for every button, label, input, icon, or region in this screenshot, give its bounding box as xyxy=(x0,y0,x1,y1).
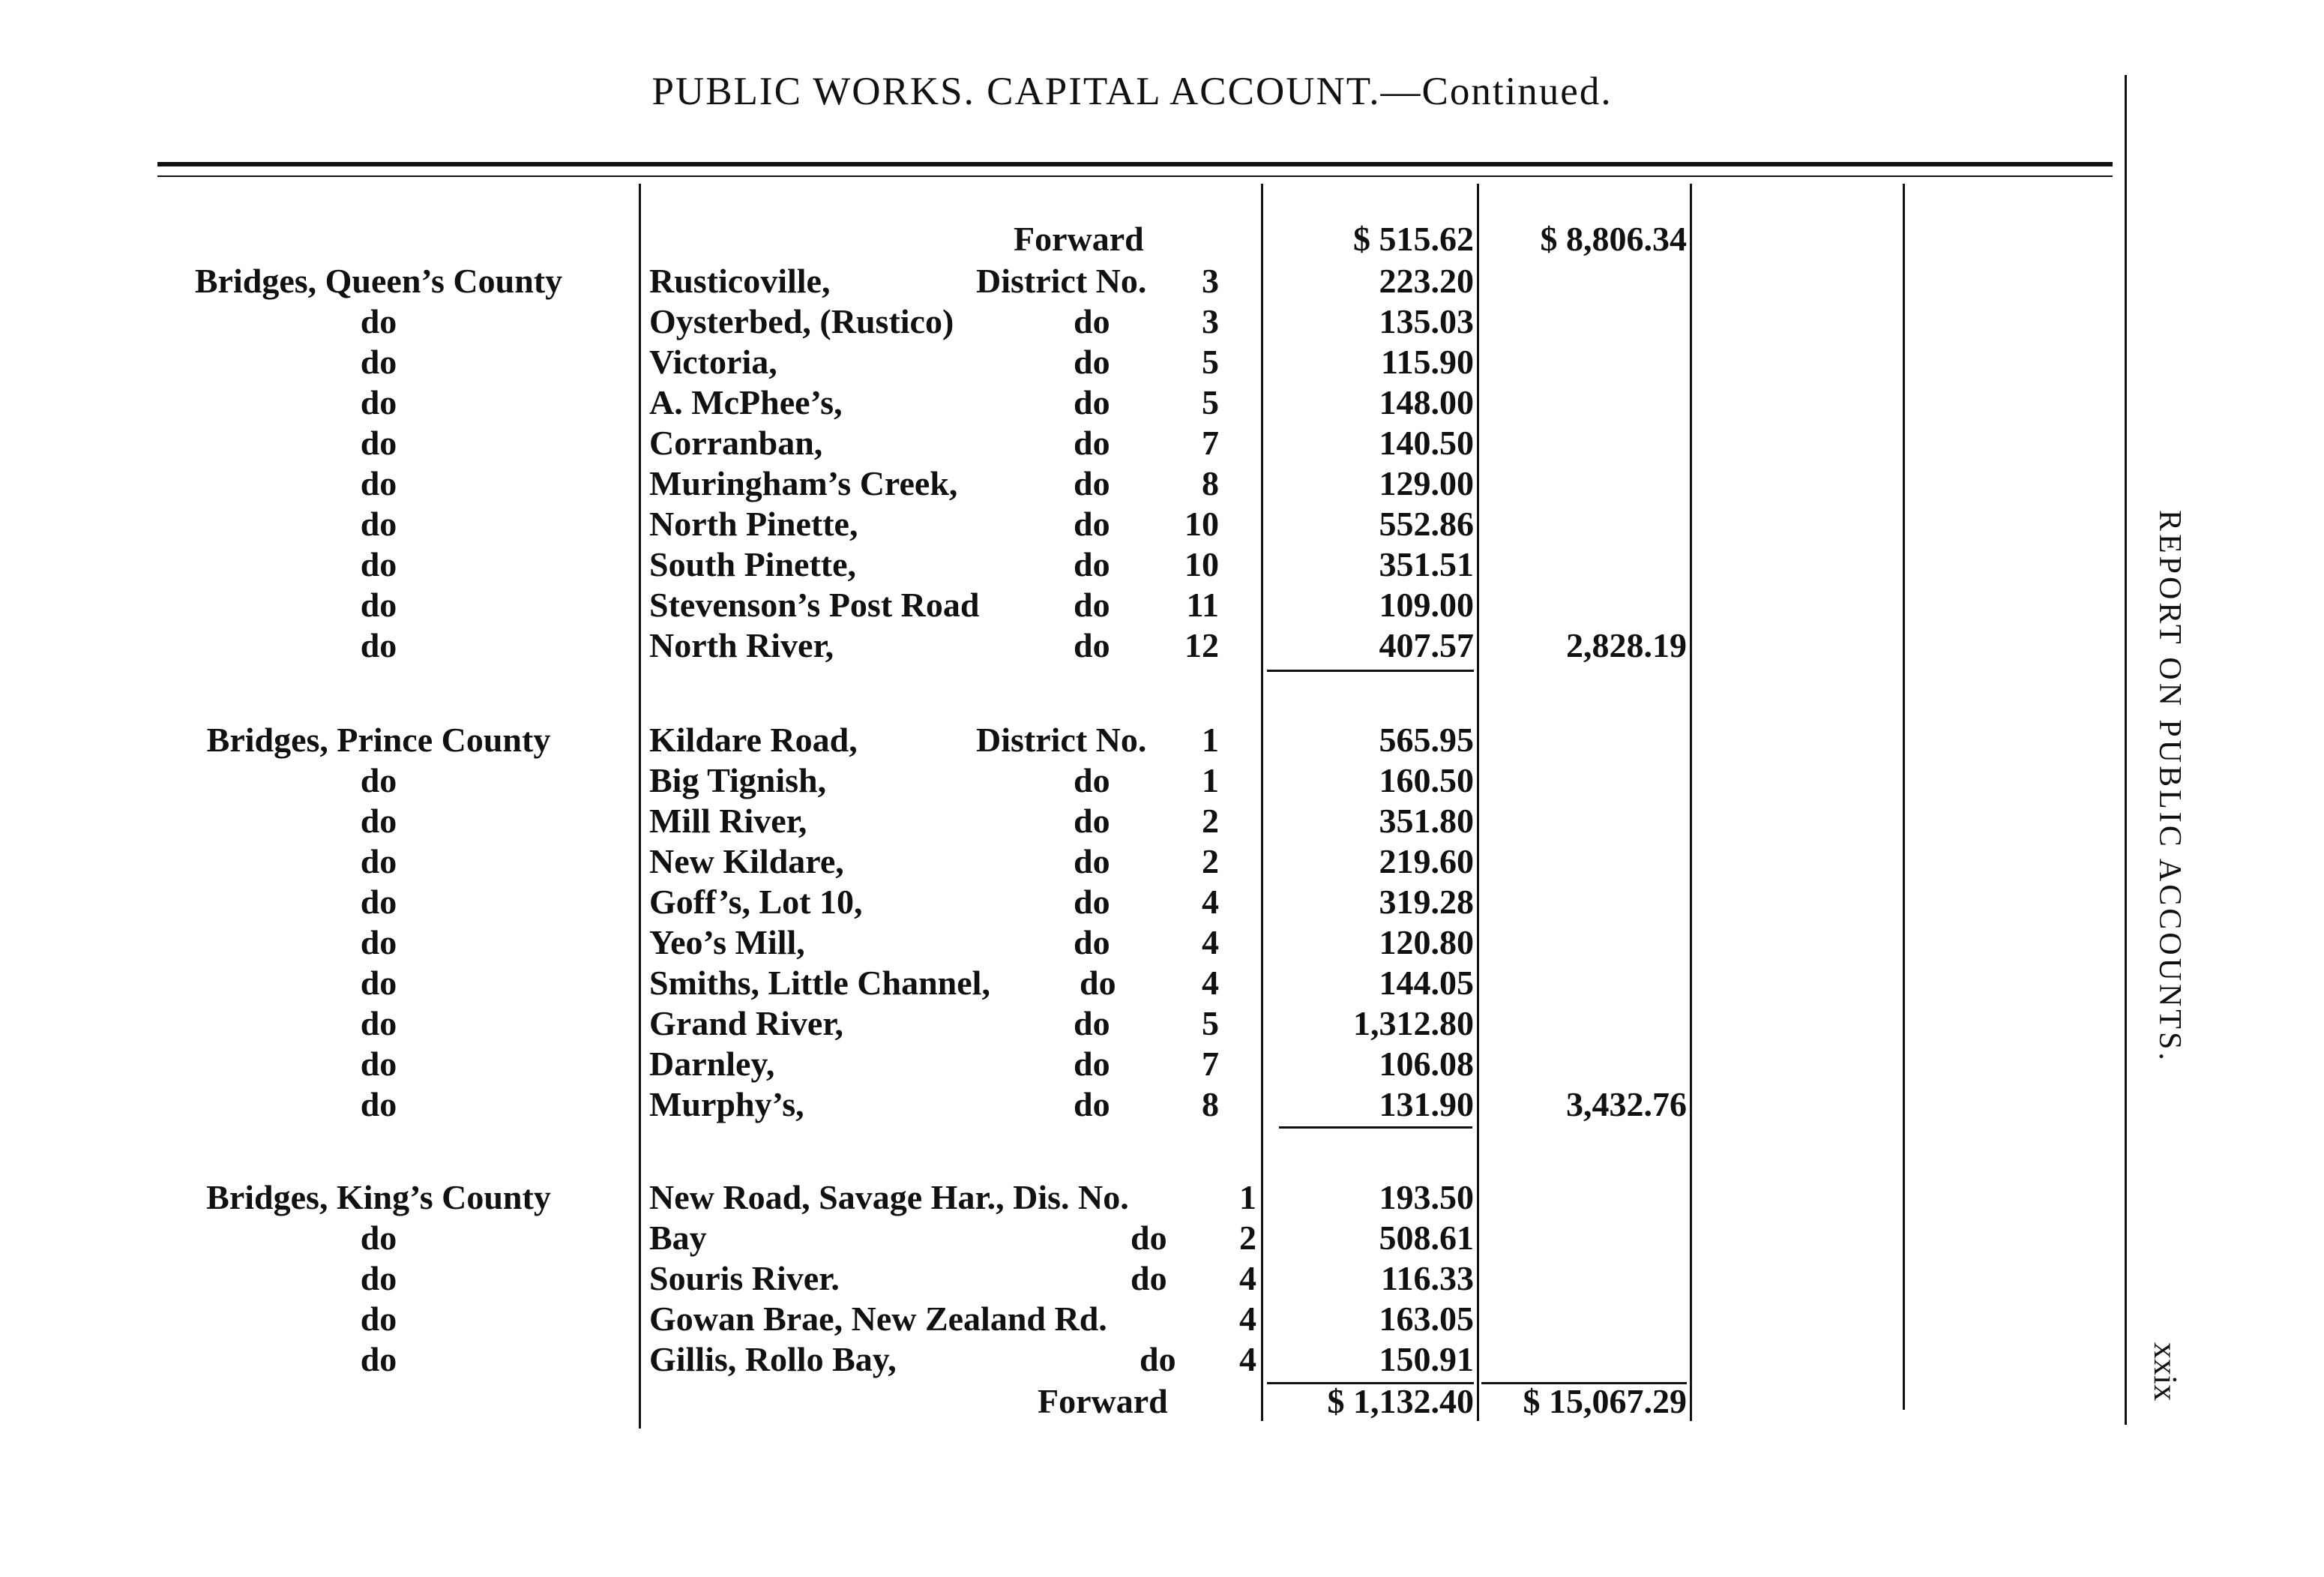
place-cell: Darnley, xyxy=(649,1045,775,1083)
district-number-cell: 8 xyxy=(1202,464,1219,502)
amount-cell: 140.50 xyxy=(1379,424,1474,462)
county-cell: do xyxy=(360,1259,397,1297)
district-cell: do xyxy=(1074,761,1110,799)
county-cell: do xyxy=(360,586,397,624)
county-cell: do xyxy=(360,802,397,840)
district-number-cell: 10 xyxy=(1184,505,1219,543)
county-cell: Bridges, King’s County xyxy=(206,1178,551,1216)
forward-top-total: $ 8,806.34 xyxy=(1540,220,1687,258)
amount-cell: 148.00 xyxy=(1379,383,1474,421)
district-number-cell: 4 xyxy=(1202,923,1219,961)
amount-cell: 351.80 xyxy=(1379,802,1474,840)
amount-cell: 565.95 xyxy=(1379,721,1474,759)
title-rule-thin xyxy=(157,175,2113,177)
place-cell: North Pinette, xyxy=(649,505,858,543)
column-line-extra-2 xyxy=(1903,184,1905,1410)
place-cell: Gowan Brae, New Zealand Rd. xyxy=(649,1300,1107,1338)
place-cell: Muringham’s Creek, xyxy=(649,464,958,502)
district-number-cell: 2 xyxy=(1239,1219,1256,1257)
amount-cell: 120.80 xyxy=(1379,923,1474,961)
place-cell: A. McPhee’s, xyxy=(649,383,843,421)
place-cell: Gillis, Rollo Bay, xyxy=(649,1340,897,1378)
county-cell: Bridges, Queen’s County xyxy=(194,262,563,300)
district-number-cell: 2 xyxy=(1202,802,1219,840)
district-number-cell: 11 xyxy=(1186,586,1219,624)
place-cell: Murphy’s, xyxy=(649,1085,804,1123)
county-cell: do xyxy=(360,1085,397,1123)
place-cell: New Kildare, xyxy=(649,842,844,880)
district-number-cell: 1 xyxy=(1202,721,1219,759)
county-cell: do xyxy=(360,964,397,1002)
district-cell: District No. xyxy=(976,262,1147,300)
district-cell: do xyxy=(1074,1045,1110,1083)
district-number-cell: 2 xyxy=(1202,842,1219,880)
district-number-cell: 5 xyxy=(1202,383,1219,421)
amount-cell: 144.05 xyxy=(1379,964,1474,1002)
county-cell: do xyxy=(360,1300,397,1338)
county-cell: do xyxy=(360,626,397,664)
place-cell: Bay xyxy=(649,1219,707,1257)
district-number-cell: 1 xyxy=(1202,761,1219,799)
district-number-cell: 4 xyxy=(1239,1340,1256,1378)
place-cell: North River, xyxy=(649,626,834,664)
column-line-total xyxy=(1477,184,1479,1421)
amount-cell: 508.61 xyxy=(1379,1219,1474,1257)
county-cell: do xyxy=(360,923,397,961)
district-number-cell: 5 xyxy=(1202,343,1219,381)
place-cell: Rusticoville, xyxy=(649,262,831,300)
subtotal-cell: 3,432.76 xyxy=(1566,1085,1687,1123)
district-number-cell: 3 xyxy=(1202,262,1219,300)
column-line-amount xyxy=(1261,184,1263,1421)
amount-cell: 351.51 xyxy=(1379,545,1474,583)
place-cell: Kildare Road, xyxy=(649,721,858,759)
county-cell: do xyxy=(360,343,397,381)
county-cell: do xyxy=(360,883,397,921)
county-cell: do xyxy=(360,464,397,502)
district-number-cell: 7 xyxy=(1202,424,1219,462)
district-cell: do xyxy=(1074,383,1110,421)
district-number-cell: 5 xyxy=(1202,1004,1219,1042)
amount-cell: 223.20 xyxy=(1379,262,1474,300)
place-cell: Oysterbed, (Rustico) xyxy=(649,302,954,340)
district-number-cell: 3 xyxy=(1202,302,1219,340)
district-number-cell: 7 xyxy=(1202,1045,1219,1083)
amount-cell: 1,312.80 xyxy=(1353,1004,1474,1042)
district-cell: do xyxy=(1131,1219,1167,1257)
amount-cell: 193.50 xyxy=(1379,1178,1474,1216)
title-rule-thick xyxy=(157,162,2113,166)
district-number-cell: 1 xyxy=(1239,1178,1256,1216)
county-cell: do xyxy=(360,1340,397,1378)
district-cell: do xyxy=(1074,545,1110,583)
district-cell: do xyxy=(1074,586,1110,624)
place-cell: Yeo’s Mill, xyxy=(649,923,805,961)
column-line-place xyxy=(639,184,641,1429)
district-cell: do xyxy=(1074,842,1110,880)
subtotal-rule-1 xyxy=(1267,670,1474,672)
district-cell: do xyxy=(1074,343,1110,381)
place-cell: Souris River. xyxy=(649,1259,840,1297)
forward-bottom-total: $ 15,067.29 xyxy=(1523,1382,1687,1420)
county-cell: Bridges, Prince County xyxy=(206,721,551,759)
place-cell: Corranban, xyxy=(649,424,823,462)
amount-cell: 106.08 xyxy=(1379,1045,1474,1083)
district-number-cell: 4 xyxy=(1202,964,1219,1002)
district-cell: do xyxy=(1074,1004,1110,1042)
page-number: xxix xyxy=(2147,1342,2184,1402)
amount-cell: 163.05 xyxy=(1379,1300,1474,1338)
place-cell: Mill River, xyxy=(649,802,807,840)
district-cell: do xyxy=(1074,923,1110,961)
amount-cell: 160.50 xyxy=(1379,761,1474,799)
district-number-cell: 4 xyxy=(1239,1259,1256,1297)
district-number-cell: 10 xyxy=(1184,545,1219,583)
amount-cell: 150.91 xyxy=(1379,1340,1474,1378)
county-cell: do xyxy=(360,1045,397,1083)
place-cell: New Road, Savage Har., Dis. No. xyxy=(649,1178,1129,1216)
amount-cell: 129.00 xyxy=(1379,464,1474,502)
district-cell: do xyxy=(1074,302,1110,340)
place-cell: Smiths, Little Channel, xyxy=(649,964,990,1002)
district-cell: do xyxy=(1074,626,1110,664)
county-cell: do xyxy=(360,761,397,799)
place-cell: Stevenson’s Post Road xyxy=(649,586,980,624)
subtotal-cell: 2,828.19 xyxy=(1566,626,1687,664)
district-number-cell: 12 xyxy=(1184,626,1219,664)
county-cell: do xyxy=(360,383,397,421)
amount-cell: 407.57 xyxy=(1379,626,1474,664)
place-cell: Big Tignish, xyxy=(649,761,827,799)
county-cell: do xyxy=(360,302,397,340)
report-running-title: REPORT ON PUBLIC ACCOUNTS. xyxy=(2152,510,2187,1063)
district-cell: District No. xyxy=(976,721,1147,759)
district-number-cell: 4 xyxy=(1239,1300,1256,1338)
district-cell: do xyxy=(1074,505,1110,543)
county-cell: do xyxy=(360,1219,397,1257)
district-number-cell: 4 xyxy=(1202,883,1219,921)
district-cell: do xyxy=(1074,464,1110,502)
district-cell: do xyxy=(1131,1259,1167,1297)
amount-cell: 552.86 xyxy=(1379,505,1474,543)
margin-line xyxy=(2125,75,2127,1425)
forward-top-amount: $ 515.62 xyxy=(1353,220,1474,258)
district-cell: do xyxy=(1074,883,1110,921)
amount-cell: 116.33 xyxy=(1381,1259,1474,1297)
district-cell: do xyxy=(1080,964,1116,1002)
district-cell: do xyxy=(1074,424,1110,462)
county-cell: do xyxy=(360,545,397,583)
page-title: PUBLIC WORKS. CAPITAL ACCOUNT.—Continued. xyxy=(651,70,1613,113)
forward-bottom-label: Forward xyxy=(1038,1382,1168,1420)
forward-top-label: Forward xyxy=(1014,220,1144,258)
place-cell: Grand River, xyxy=(649,1004,843,1042)
amount-cell: 115.90 xyxy=(1381,343,1474,381)
place-cell: South Pinette, xyxy=(649,545,856,583)
district-cell: do xyxy=(1140,1340,1176,1378)
forward-bottom-amount: $ 1,132.40 xyxy=(1327,1382,1474,1420)
column-line-extra-1 xyxy=(1690,184,1692,1421)
county-cell: do xyxy=(360,505,397,543)
district-cell: do xyxy=(1074,802,1110,840)
county-cell: do xyxy=(360,424,397,462)
place-cell: Victoria, xyxy=(649,343,777,381)
district-number-cell: 8 xyxy=(1202,1085,1219,1123)
place-cell: Goff’s, Lot 10, xyxy=(649,883,863,921)
county-cell: do xyxy=(360,842,397,880)
amount-cell: 135.03 xyxy=(1379,302,1474,340)
amount-cell: 319.28 xyxy=(1379,883,1474,921)
amount-cell: 131.90 xyxy=(1379,1085,1474,1123)
subtotal-rule-2 xyxy=(1279,1126,1472,1129)
county-cell: do xyxy=(360,1004,397,1042)
amount-cell: 219.60 xyxy=(1379,842,1474,880)
district-cell: do xyxy=(1074,1085,1110,1123)
amount-cell: 109.00 xyxy=(1379,586,1474,624)
